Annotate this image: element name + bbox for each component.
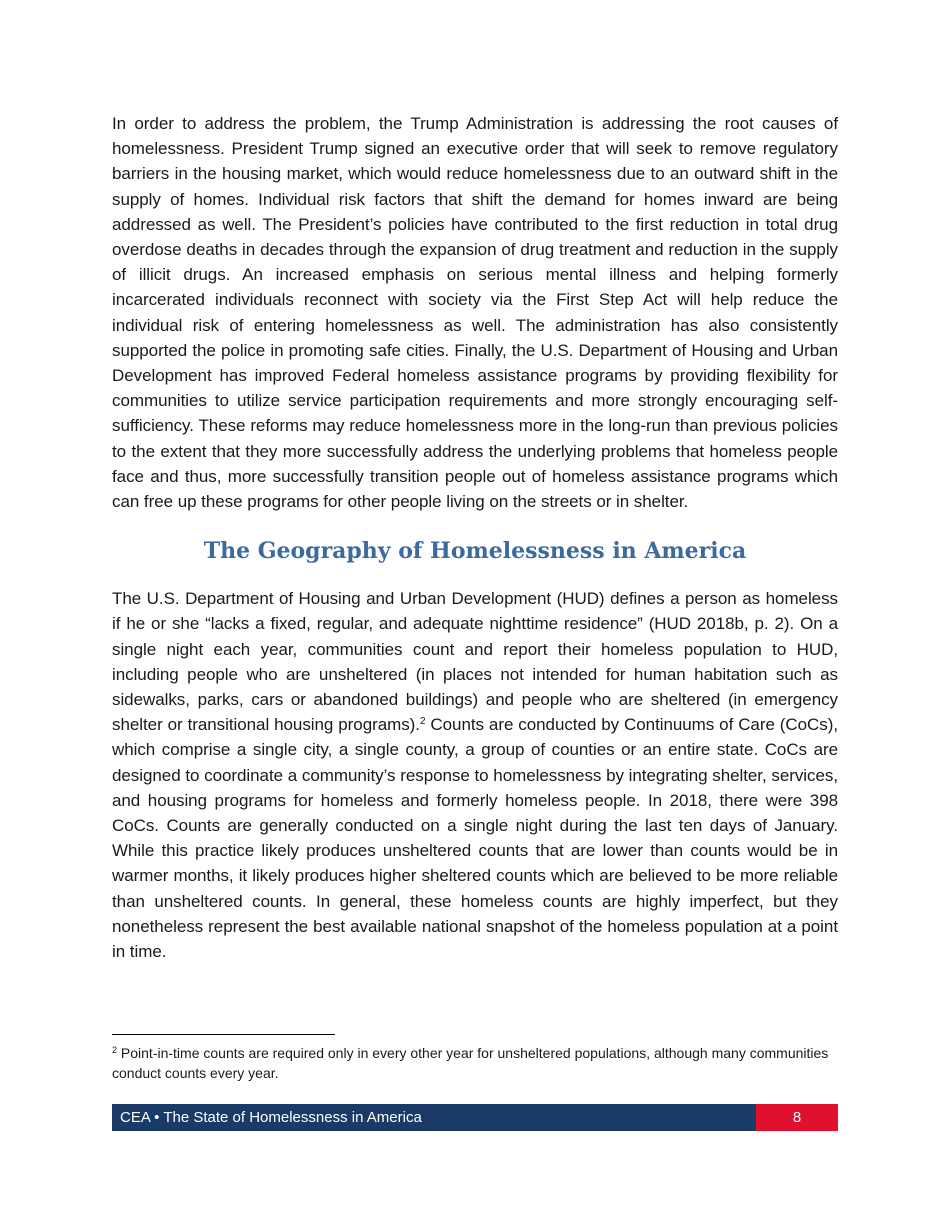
paragraph-hud-text-1: The U.S. Department of Housing and Urban Development (HUD) defines a person as homeless if he or she “lacks a fixed, regular, and adequate nighttime residence” (HUD 2018b, p. 2). On a single night each year, communities count and report their homeless population to HUD, including people who are unsheltered (in places not intended for human habitation such as sidewalks, parks, cars or abandoned buildings) and people who are sheltered (in emergency shelter or transitional housing programs).	[112, 589, 838, 735]
footnote-number: 2	[112, 1045, 118, 1055]
page-number: 8	[756, 1104, 838, 1131]
footer-title: CEA • The State of Homelessness in America	[112, 1104, 756, 1131]
page-footer	[112, 1104, 838, 1131]
paragraph-hud-text-2: Counts are conducted by Continuums of Care (CoCs), which comprise a single city, a single county, a group of counties or an entire state. CoCs are designed to coordinate a community’s response to homelessness by integrating shelter, services, and housing programs for homeless and formerly homeless people. In 2018, there were 398 CoCs. Counts are generally conducted on a single night during the last ten days of January. While this practice likely produces unsheltered counts that are lower than counts would be in warmer months, it likely produces higher sheltered counts which are believed to be more reliable than unsheltered counts. In general, these homeless counts are highly imperfect, but they nonetheless represent the best available national snapshot of the homeless population at a point in time.	[112, 715, 838, 962]
section-heading: The Geography of Homelessness in America	[203, 538, 747, 565]
footnote-text: Point-in-time counts are required only in every other year for unsheltered populations, although many communities conduct counts every year.	[112, 1045, 829, 1081]
paragraph-root-causes: In order to address the problem, the Trump Administration is addressing the root causes of homelessness. President Trump signed an executive order that will seek to remove regulatory barriers in the housing market, which would reduce homelessness due to an outward shift in the supply of homes. Individual risk factors that shift the demand for homes inward are being addressed as well. The President’s policies have contributed to the first reduction in total drug overdose deaths in decades through the expansion of drug treatment and reduction in the supply of illicit drugs. An increased emphasis on serious mental illness and helping formerly incarcerated individuals reconnect with society via the First Step Act will help reduce the individual risk of entering homelessness as well. The administration has also consistently supported the police in promoting safe cities. Finally, the U.S. Department of Housing and Urban Development has improved Federal homeless assistance programs by providing flexibility for communities to utilize service participation requirements and more strongly encouraging self-sufficiency. These reforms may reduce homelessness more in the long-run than previous policies to the extent that they more successfully address the underlying problems that homeless people face and thus, more successfully transition people out of homeless assistance programs which can free up these programs for other people living on the streets or in shelter.	[112, 114, 838, 512]
footnote-reference[interactable]: 2	[419, 716, 426, 728]
paragraph-hud-definition	[112, 586, 838, 964]
footnote-divider	[112, 1034, 335, 1035]
footnote	[112, 1043, 838, 1083]
page-body	[112, 111, 838, 964]
